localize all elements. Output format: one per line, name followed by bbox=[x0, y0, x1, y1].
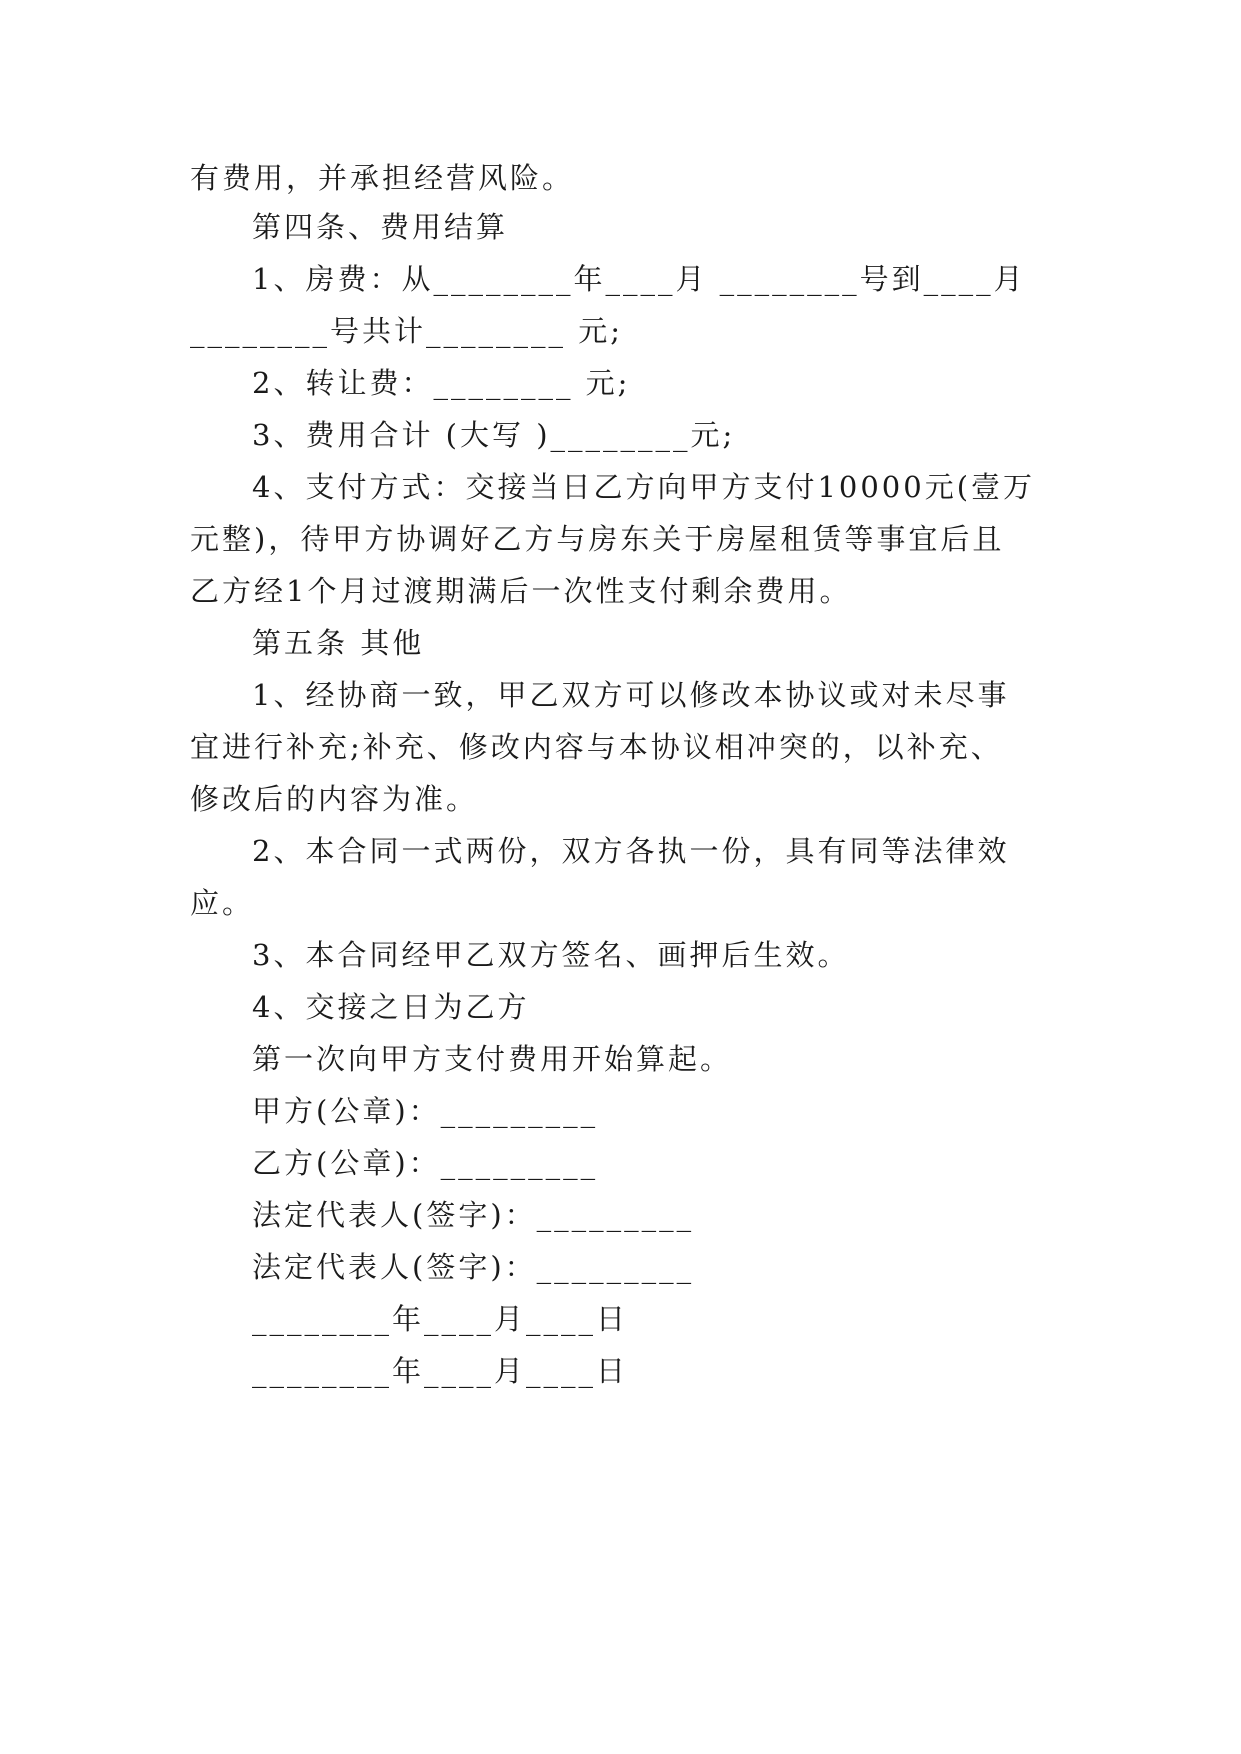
date-line-a: ________年____月____日 bbox=[252, 1302, 629, 1336]
signature-legal-rep-a: 法定代表人(签字)：_________ bbox=[252, 1198, 695, 1232]
clause-line: 第一次向甲方支付费用开始算起。 bbox=[252, 1042, 733, 1076]
clause-line: 3、费用合计 (大写 )________元; bbox=[252, 418, 736, 452]
signature-party-b: 乙方(公章)：_________ bbox=[252, 1146, 599, 1180]
signature-legal-rep-b: 法定代表人(签字)：_________ bbox=[252, 1250, 695, 1284]
clause-line: 2、转让费：________ 元; bbox=[252, 366, 631, 400]
clause-line: 宜进行补充;补充、修改内容与本协议相冲突的，以补充、 bbox=[190, 730, 1003, 764]
clause-line: 修改后的内容为准。 bbox=[190, 782, 479, 816]
clause-line: ________号共计________ 元; bbox=[190, 314, 623, 348]
clause-line: 4、交接之日为乙方 bbox=[252, 990, 530, 1024]
paragraph-line: 有费用，并承担经营风险。 bbox=[190, 161, 575, 195]
signature-party-a: 甲方(公章)：_________ bbox=[252, 1094, 599, 1128]
clause-line: 4、支付方式：交接当日乙方向甲方支付10000元(壹万 bbox=[252, 470, 1036, 504]
clause-line: 1、房费：从________年____月 ________号到____月 bbox=[252, 262, 1026, 296]
date-line-b: ________年____月____日 bbox=[252, 1354, 629, 1388]
clause-line: 2、本合同一式两份，双方各执一份，具有同等法律效 bbox=[252, 834, 1010, 868]
section-heading-article-4: 第四条、费用结算 bbox=[252, 210, 509, 244]
clause-line: 应。 bbox=[190, 886, 255, 920]
clause-line: 乙方经1个月过渡期满后一次性支付剩余费用。 bbox=[190, 574, 852, 608]
clause-line: 3、本合同经甲乙双方签名、画押后生效。 bbox=[252, 938, 850, 972]
section-heading-article-5: 第五条 其他 bbox=[252, 626, 425, 660]
clause-line: 1、经协商一致，甲乙双方可以修改本协议或对未尽事 bbox=[252, 678, 1010, 712]
clause-line: 元整)，待甲方协调好乙方与房东关于房屋租赁等事宜后且 bbox=[190, 522, 1005, 556]
